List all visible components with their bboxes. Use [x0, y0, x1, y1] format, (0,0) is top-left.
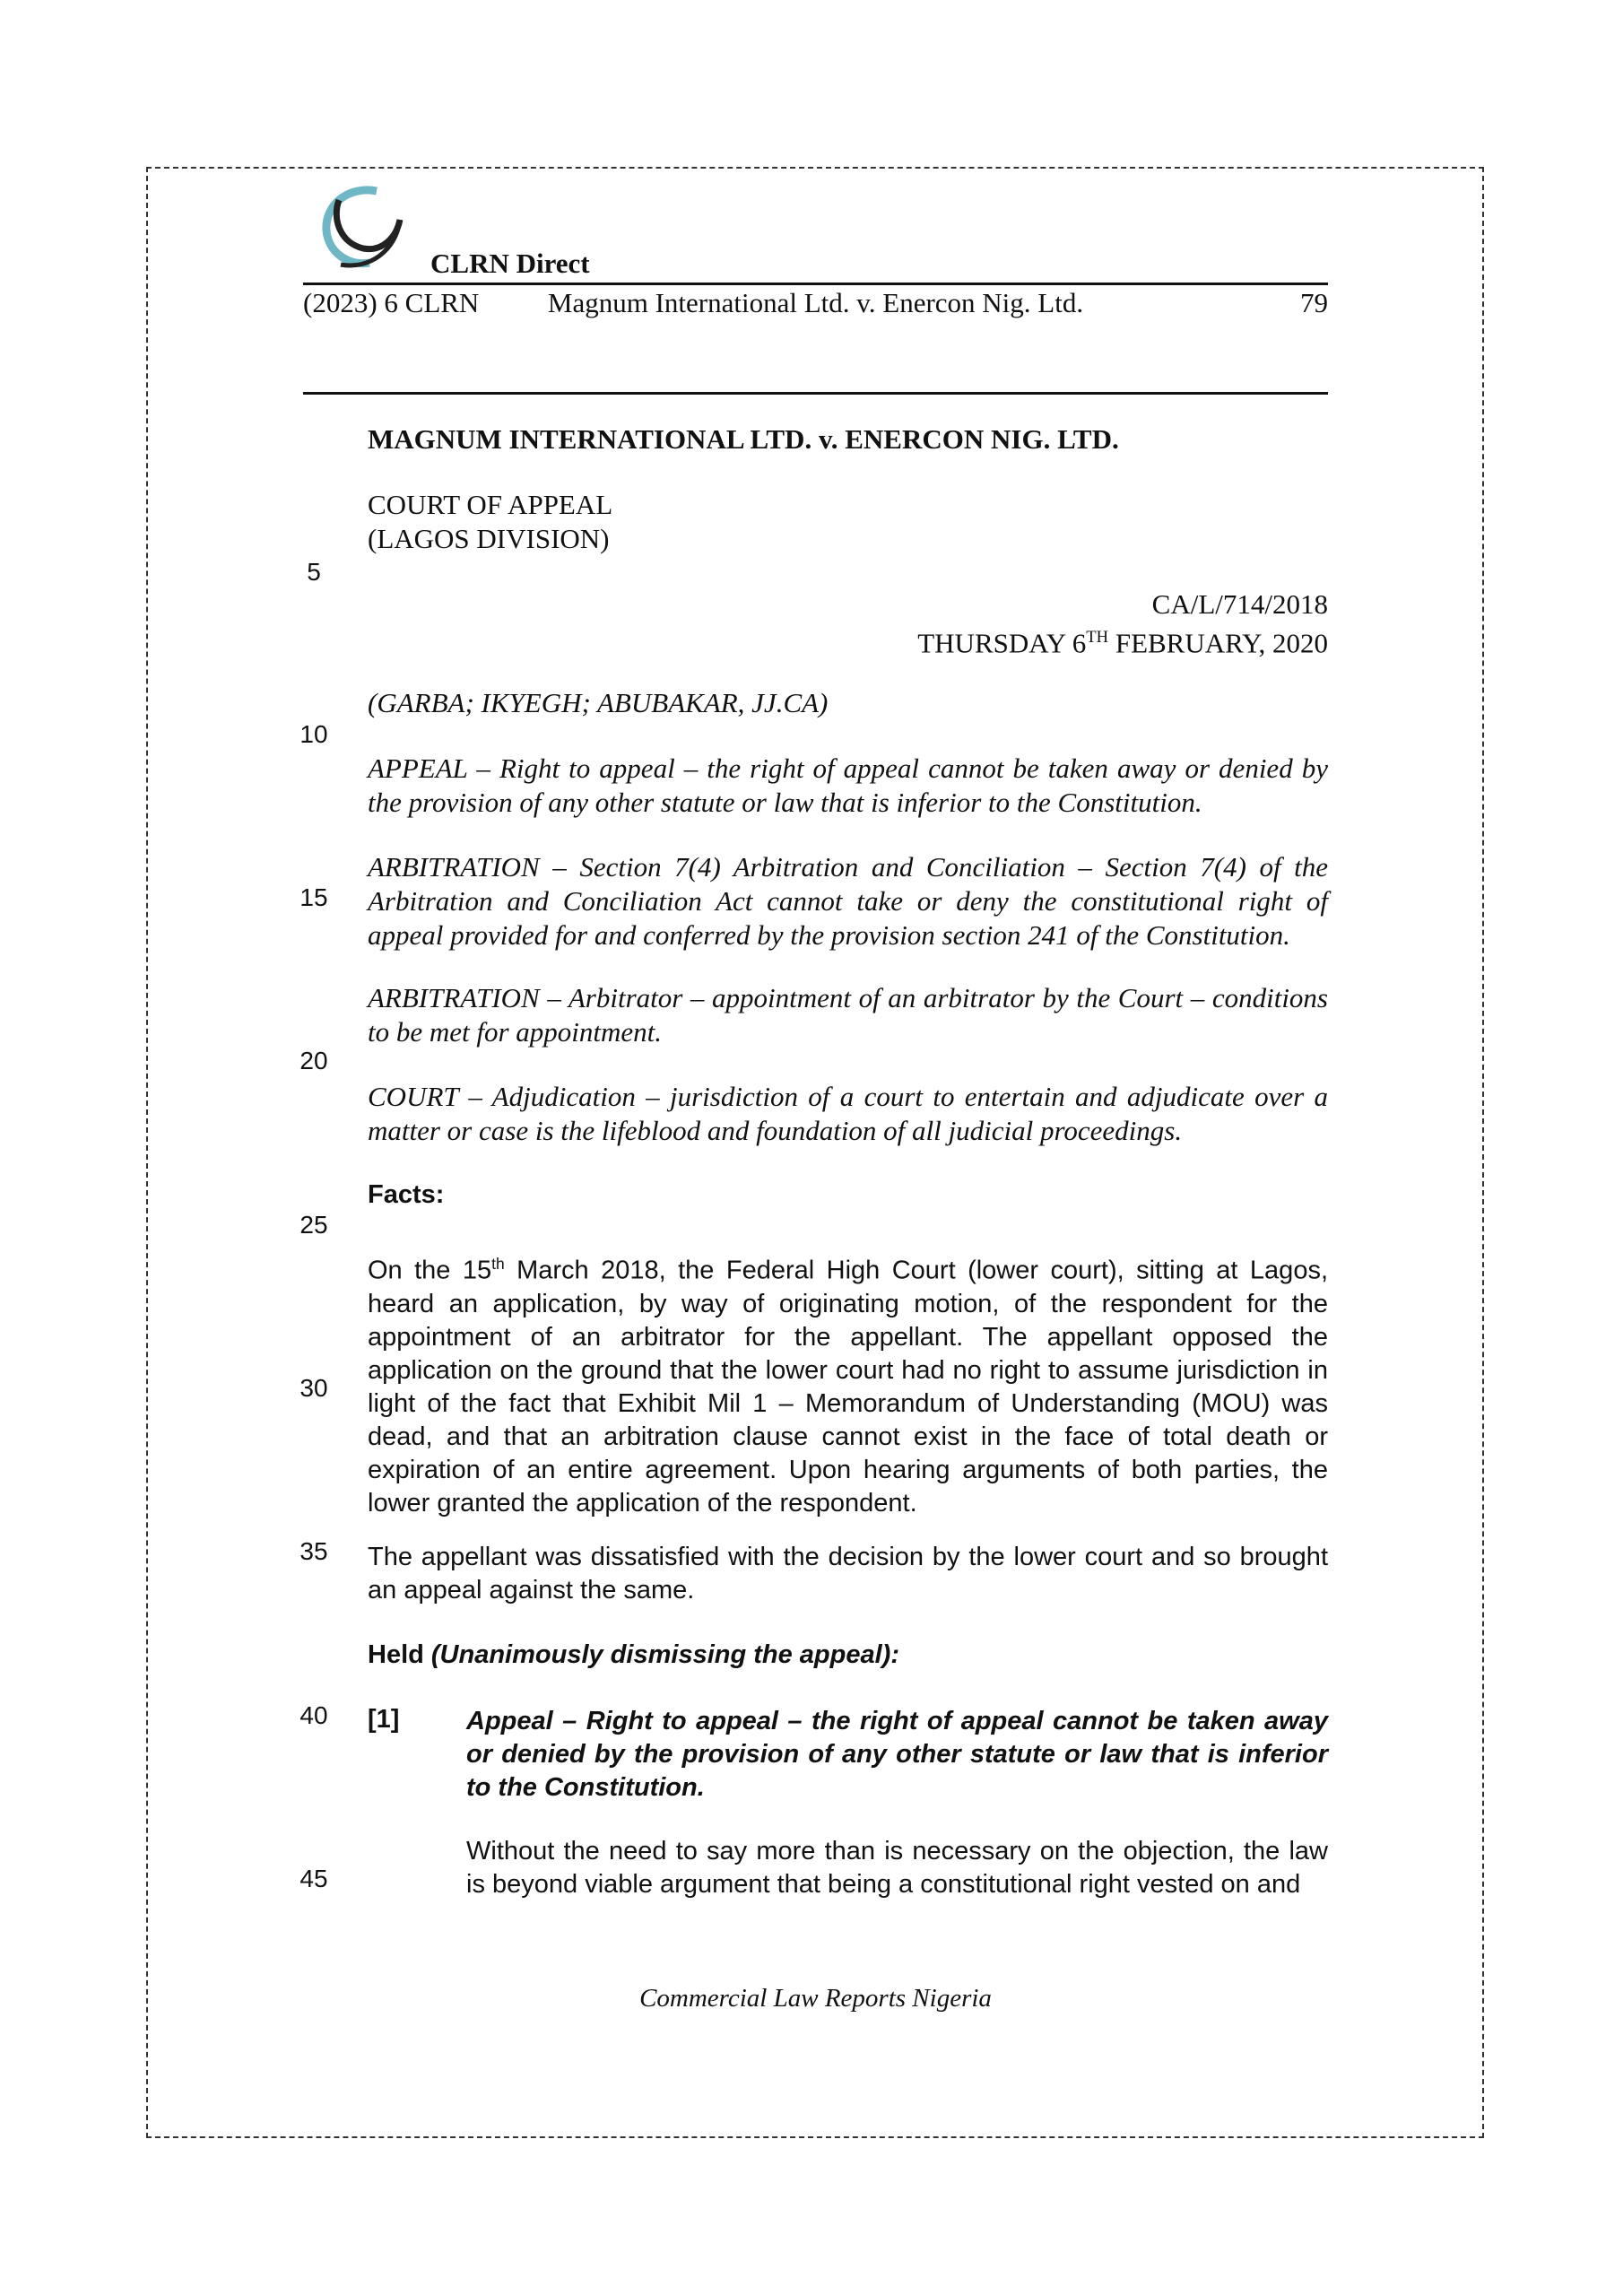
judges-panel: (GARBA; IKYEGH; ABUBAKAR, JJ.CA): [368, 687, 829, 718]
court-name: COURT OF APPEAL: [368, 489, 613, 520]
line-number: 10: [299, 720, 328, 748]
line-number: 15: [299, 883, 328, 911]
citation: (2023) 6 CLRN: [303, 287, 480, 318]
brand-name: CLRN Direct: [430, 248, 590, 279]
line-number: 45: [299, 1865, 328, 1892]
holding-text: Without the need to say more than is necessary on the objection, the law is beyond viable argument that being a constitutional right vested on and: [466, 1837, 1328, 1899]
catchword: ARBITRATION – Arbitrator – appointment of an arbitrator by the Court – conditions to be met for appointment.: [368, 982, 1328, 1048]
suit-number: CA/L/714/2018: [1151, 588, 1328, 620]
running-title: Magnum International Ltd. v. Enercon Nig. Ltd.: [547, 287, 1084, 318]
court-division: (LAGOS DIVISION): [368, 523, 610, 554]
page-number: 79: [1300, 287, 1328, 318]
line-number: 30: [299, 1374, 328, 1402]
held-heading: Held (Unanimously dismissing the appeal):: [368, 1640, 899, 1669]
catchword: COURT – Adjudication – jurisdiction of a court to entertain and adjudicate over a matter or case is the lifeblood and foundation of all judicial proceedings.: [368, 1081, 1328, 1146]
line-number: 5: [307, 558, 321, 586]
judgment-date: THURSDAY 6TH FEBRUARY, 2020: [917, 627, 1328, 659]
holding-heading: Appeal – Right to appeal – the right of appeal cannot be taken away or denied by the provision of any other statute or law that is inferior to the Constitution.: [466, 1707, 1328, 1802]
facts-paragraph: The appellant was dissatisfied with the decision by the lower court and so brought an appeal against the same.: [368, 1543, 1328, 1605]
facts-heading: Facts:: [368, 1180, 445, 1209]
catchword: ARBITRATION – Section 7(4) Arbitration and Conciliation – Section 7(4) of the Arbitration and Conciliation Act cannot take or deny the constitutional right of appeal provided for and conferred by the provision section 241 of the Constitution.: [368, 851, 1328, 951]
case-title: MAGNUM INTERNATIONAL LTD. v. ENERCON NIG. LTD.: [368, 423, 1119, 455]
line-number: 35: [299, 1537, 328, 1565]
footer-publication: Commercial Law Reports Nigeria: [639, 1984, 992, 2013]
facts-paragraph: On the 15th March 2018, the Federal High Court (lower court), sitting at Lagos, heard an application, by way of originating motion, of the respondent for the appointment of an arbitrator for the appellant. The appellant opposed the application on the ground that the lower court had no right to assume jurisdiction in light of the fact that Exhibit Mil 1 – Memorandum of Understanding (MOU) was dead, and that an arbitration clause cannot exist in the face of total death or expiration of an entire agreement. Upon hearing arguments of both parties, the lower granted the application of the respondent.: [368, 1255, 1328, 1518]
holding-marker: [1]: [368, 1705, 400, 1734]
header-rule: [303, 283, 1328, 285]
header-bottom-rule: [303, 392, 1328, 395]
catchword: APPEAL – Right to appeal – the right of appeal cannot be taken away or denied by the provision of any other statute or law that is inferior to the Constitution.: [368, 752, 1328, 818]
line-number: 20: [299, 1047, 328, 1074]
line-number: 25: [299, 1211, 328, 1239]
line-number: 40: [299, 1701, 328, 1729]
clrn-logo-icon: [314, 184, 412, 274]
